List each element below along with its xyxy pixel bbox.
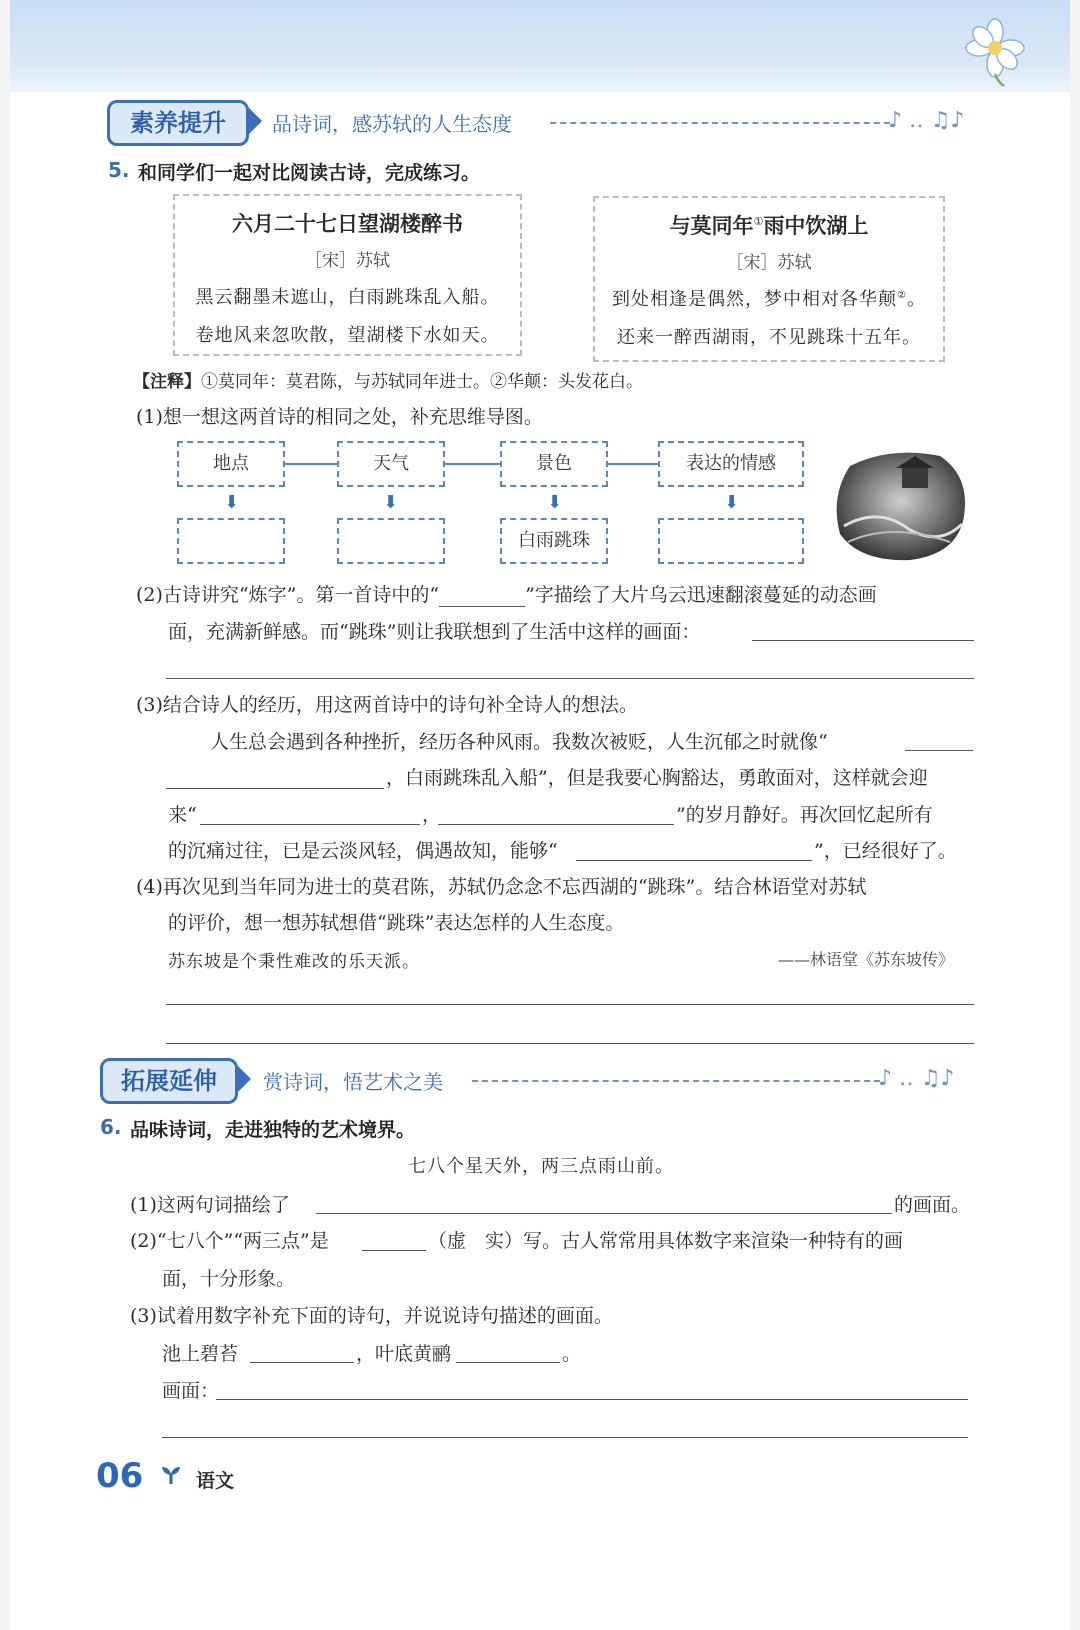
q6-subquestion-2b: （虚 实）写。古人常常用具体数字来渲染一种特有的画 [428, 1230, 904, 1252]
poem-author: ［宋］苏轼 [305, 251, 390, 271]
workbook-page [10, 0, 1070, 1630]
mindmap-box-emotion: 表达的情感 [658, 441, 804, 487]
answer-line[interactable] [362, 1250, 426, 1251]
answer-line[interactable] [166, 1004, 974, 1005]
subquestion-3: (3)结合诗人的经历，用这两首诗中的诗句补全诗人的想法。 [136, 694, 638, 716]
mindmap-answer-emotion[interactable] [658, 518, 804, 564]
fill-verse-c: 。 [562, 1343, 582, 1365]
subquestion-3-para4a: 的沉痛过往，已是云淡风轻，偶遇故知，能够“ [168, 840, 558, 862]
section-dash-divider [472, 1080, 880, 1082]
quote-text: 苏东坡是个秉性难改的乐天派。 [168, 952, 420, 972]
answer-line[interactable] [456, 1362, 560, 1363]
subquestion-2-line2: 面，充满新鲜感。而“跳珠”则让我联想到了生活中这样的画面： [168, 621, 701, 643]
poem-line: 到处相逢是偶然，梦中相对各华颠②。 [612, 289, 926, 310]
quote-source: ——林语堂《苏东坡传》 [778, 950, 955, 969]
subquestion-3-para3c: ”的岁月静好。再次回忆起所有 [676, 804, 933, 826]
poem-card-2 [593, 196, 945, 362]
question-number: 5. [108, 158, 130, 182]
q6-subquestion-2a: (2)“七八个”“两三点”是 [130, 1230, 329, 1252]
q6-subquestion-1b: 的画面。 [894, 1194, 971, 1216]
fill-verse-b: ，叶底黄鹂 [356, 1343, 452, 1365]
rainy-lake-illustration [830, 446, 970, 564]
music-note-icon: ♪ ‥ ♫♪ [878, 1066, 955, 1091]
section-subtitle: 品诗词，感苏轼的人生态度 [272, 112, 512, 136]
mindmap-box-weather: 天气 [337, 441, 445, 487]
mindmap-connector [445, 463, 500, 465]
mindmap-answer-weather[interactable] [337, 518, 445, 564]
section-badge-literacy: 素养提升 [107, 100, 249, 146]
down-arrow-icon: ⬇ [383, 492, 399, 513]
annotation-note: 【注释】①莫同年：莫君陈，与苏轼同年进士。②华颠：头发花白。 [133, 372, 643, 392]
answer-line[interactable] [200, 824, 420, 825]
subquestion-3-para1: 人生总会遇到各种挫折，经历各种风雨。我数次被贬，人生沉郁之时就像“ [210, 731, 828, 753]
answer-line[interactable] [216, 1399, 968, 1400]
answer-line[interactable] [166, 678, 974, 679]
subquestion-3-para4b: ”，已经很好了。 [814, 840, 957, 862]
verse-text: 七八个星天外，两三点雨山前。 [408, 1156, 674, 1177]
blank-char-field[interactable] [439, 586, 525, 607]
answer-line[interactable] [438, 824, 674, 825]
mindmap-connector [608, 463, 658, 465]
section-arrow [237, 1065, 251, 1093]
subquestion-3-para3b: ， [422, 804, 442, 826]
subquestion-2-line1: (2)古诗讲究“炼字”。第一首诗中的“ ”字描绘了大片乌云迅速翻滚蔓延的动态画 [136, 584, 877, 606]
mindmap-answer-scenery: 白雨跳珠 [500, 518, 608, 564]
poem-title: 六月二十七日望湖楼醉书 [232, 211, 463, 236]
answer-line[interactable] [316, 1213, 892, 1214]
q6-subquestion-3: (3)试着用数字补充下面的诗句，并说说诗句描述的画面。 [130, 1305, 613, 1327]
section-badge-extension: 拓展延伸 [100, 1058, 238, 1104]
poem-line: 黑云翻墨未遮山，白雨跳珠乱入船。 [195, 287, 500, 308]
subject-label: 语文 [196, 1470, 235, 1492]
question-number: 6. [100, 1115, 122, 1139]
sprout-icon [160, 1464, 182, 1486]
question-prompt: 和同学们一起对比阅读古诗，完成练习。 [138, 162, 481, 184]
scene-label: 画面： [162, 1380, 220, 1402]
answer-line[interactable] [166, 788, 384, 789]
question-prompt: 品味诗词，走进独特的艺术境界。 [130, 1119, 416, 1141]
music-note-icon: ♪ ‥ ♫♪ [888, 108, 965, 133]
answer-line[interactable] [250, 1362, 354, 1363]
mindmap-box-scenery: 景色 [500, 441, 608, 487]
answer-line[interactable] [752, 640, 974, 641]
subquestion-3-para2: ，白雨跳珠乱入船”，但是我要心胸豁达，勇敢面对，这样就会迎 [386, 767, 928, 789]
q6-subquestion-2-line2: 面，十分形象。 [162, 1268, 296, 1290]
section-dash-divider [550, 122, 890, 124]
mindmap-box-location: 地点 [177, 441, 285, 487]
answer-line[interactable] [166, 1043, 974, 1044]
poem-card-1 [173, 194, 522, 356]
subquestion-1: (1)想一想这两首诗的相同之处，补充思维导图。 [136, 406, 543, 428]
answer-line[interactable] [162, 1437, 968, 1438]
down-arrow-icon: ⬇ [724, 492, 740, 513]
down-arrow-icon: ⬇ [547, 492, 563, 513]
mindmap-connector [285, 463, 337, 465]
poem-title: 与莫同年①雨中饮湖上 [669, 213, 869, 238]
answer-line[interactable] [576, 860, 812, 861]
subquestion-3-para3a: 来“ [168, 804, 197, 826]
poem-author: ［宋］苏轼 [726, 253, 812, 273]
section-subtitle: 赏诗词，悟艺术之美 [263, 1070, 443, 1094]
subquestion-4-line1: (4)再次见到当年同为进士的莫君陈，苏轼仍念念不忘西湖的“跳珠”。结合林语堂对苏轼 [136, 876, 867, 898]
top-header-band [10, 0, 1070, 92]
poem-line: 卷地风来忽吹散，望湖楼下水如天。 [195, 325, 500, 346]
q6-subquestion-1a: (1)这两句词描绘了 [130, 1194, 290, 1216]
section-arrow [248, 107, 262, 135]
poem-line: 还来一醉西湖雨，不见跳珠十五年。 [617, 327, 921, 348]
subquestion-4-line2: 的评价，想一想苏轼想借“跳珠”表达怎样的人生态度。 [168, 912, 625, 934]
fill-verse-a: 池上碧苔 [162, 1343, 239, 1365]
down-arrow-icon: ⬇ [224, 492, 240, 513]
page-number: 06 [96, 1456, 144, 1496]
answer-line[interactable] [905, 750, 973, 751]
flower-icon [960, 18, 1030, 88]
mindmap-answer-location[interactable] [177, 518, 285, 564]
